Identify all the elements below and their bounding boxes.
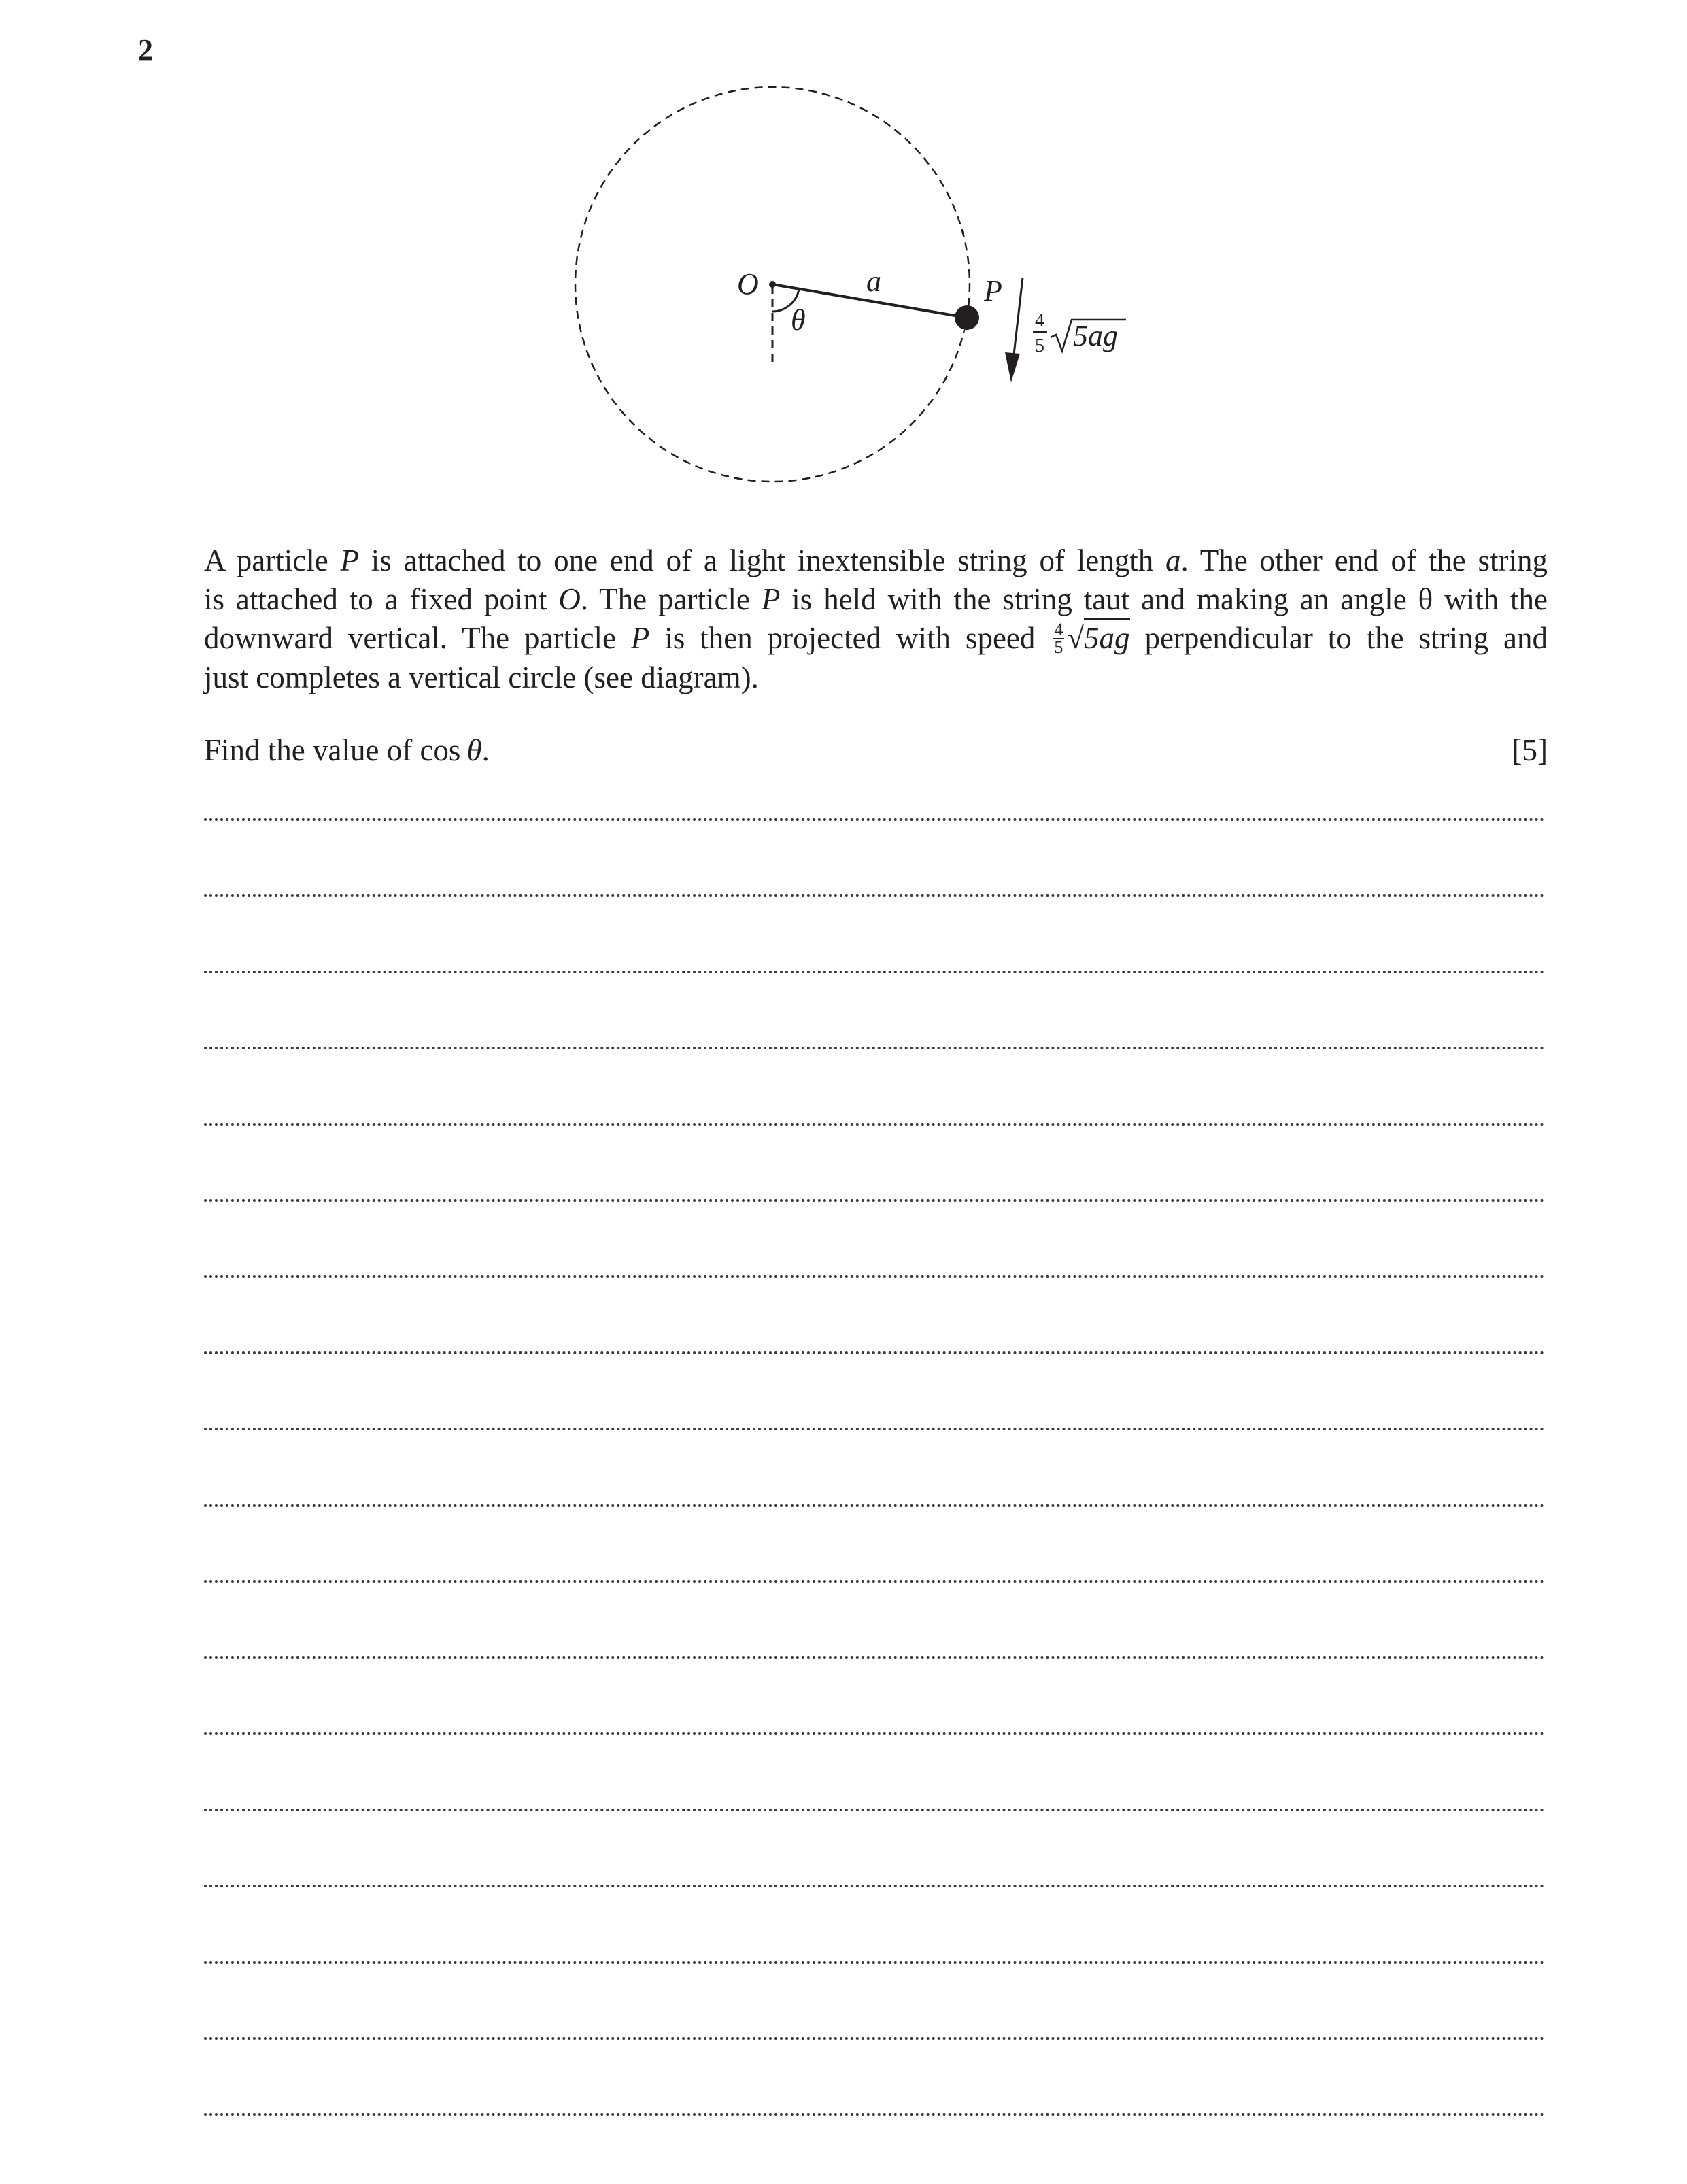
answer-line[interactable]	[204, 1651, 1545, 1659]
label-P: P	[984, 274, 1002, 307]
answer-line[interactable]	[204, 813, 1545, 821]
label-theta: θ	[791, 303, 806, 337]
fixed-point-O	[769, 281, 776, 288]
answer-line[interactable]	[204, 965, 1545, 973]
vertical-circle-diagram	[0, 0, 1687, 517]
answer-line[interactable]	[204, 1955, 1545, 1964]
question-line-3: downward vertical. The particle P is then projected with speed $\frac{4}{5}$ √5ag perpendicular to the string and	[204, 619, 1548, 657]
answer-line[interactable]	[204, 1575, 1545, 1583]
speed-numerator: 4	[1035, 310, 1044, 331]
label-a: a	[866, 265, 881, 298]
speed-sqrt: √5ag	[1067, 618, 1129, 655]
answer-line[interactable]	[204, 2108, 1545, 2116]
page-number: 2	[138, 33, 153, 67]
answer-line[interactable]	[204, 1498, 1545, 1507]
answer-line[interactable]	[204, 1803, 1545, 1811]
speed-radicand: 5ag	[1073, 319, 1118, 352]
answer-line[interactable]	[204, 1270, 1545, 1278]
answer-line[interactable]	[204, 1727, 1545, 1735]
answer-line[interactable]	[204, 1118, 1545, 1126]
question-line-4: just completes a vertical circle (see diagram).	[204, 660, 759, 694]
velocity-arrow-head	[1005, 352, 1020, 382]
question-text	[204, 541, 1548, 697]
answer-line[interactable]	[204, 1422, 1545, 1430]
particle-P	[955, 305, 979, 330]
answer-line[interactable]	[204, 889, 1545, 897]
speed-denominator: 5	[1035, 335, 1044, 356]
answer-line[interactable]	[204, 1194, 1545, 1202]
velocity-arrow-shaft	[1013, 278, 1023, 360]
question-line-2: is attached to a fixed point O. The particle P is held with the string taut and making an angle θ with the	[204, 582, 1548, 616]
answer-line[interactable]	[204, 1041, 1545, 1049]
question-line-1: A particle P is attached to one end of a light inextensible string of length a. The other end of the string	[204, 543, 1548, 577]
speed-fraction: $\frac{4}{5}$	[1054, 619, 1063, 657]
answer-line[interactable]	[204, 1879, 1545, 1887]
answer-line[interactable]	[204, 1346, 1545, 1354]
label-O: O	[737, 267, 759, 301]
marks-label: [5]	[1512, 733, 1548, 767]
answer-lines[interactable]	[204, 813, 1545, 2184]
find-instruction: Find the value of cos θ. [5]	[204, 731, 1548, 770]
answer-line[interactable]	[204, 2032, 1545, 2040]
